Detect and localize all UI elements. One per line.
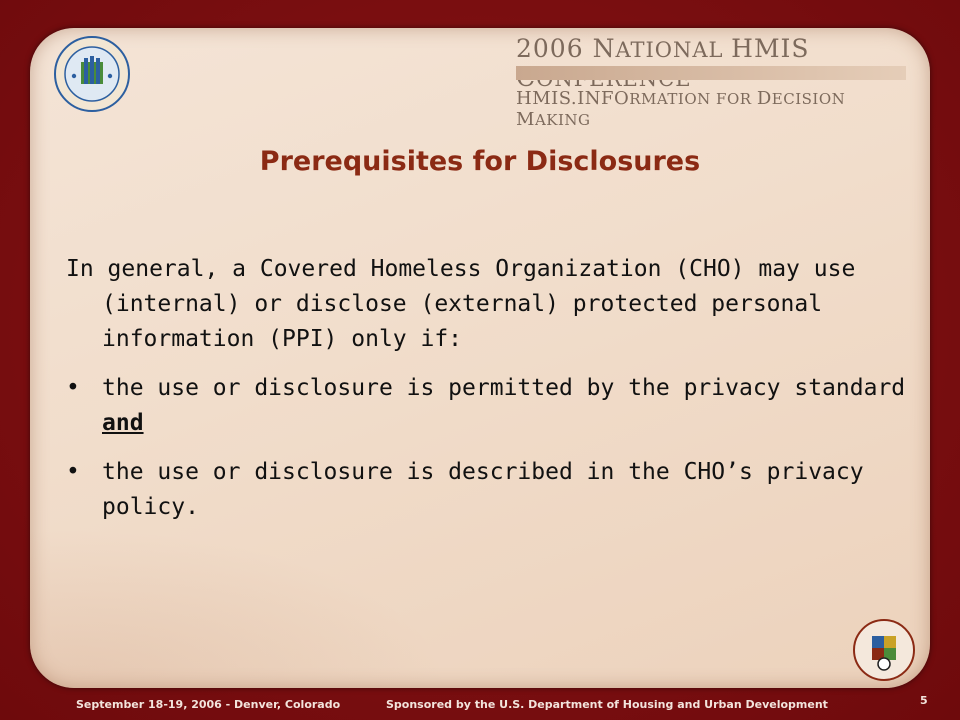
conference-rule <box>516 66 906 80</box>
bullet-item <box>66 455 916 525</box>
conference-logo-icon <box>852 618 916 682</box>
bullet-marker: • <box>66 459 80 485</box>
bullet-marker: • <box>66 375 80 401</box>
bullet-emphasis: and <box>102 410 144 436</box>
page-number: 5 <box>920 694 928 707</box>
hud-seal-icon <box>52 34 132 114</box>
conference-tagline <box>516 88 906 130</box>
conference-tagline-part: AKING <box>534 111 591 129</box>
slide-footer <box>0 694 960 716</box>
footer-date-location: September 18-19, 2006 - Denver, Colorado <box>76 698 341 711</box>
conference-tagline-part: M <box>516 109 535 130</box>
bullet-text: the use or disclosure is described in the CHO’s privacy policy. <box>102 459 864 520</box>
conference-title-part: 2006 N <box>516 34 616 63</box>
conference-tagline-part: RMATION FOR <box>629 90 757 108</box>
conference-tagline-part: D <box>756 88 772 109</box>
intro-paragraph: In general, a Covered Homeless Organization (CHO) may use (internal) or disclose (external) protected personal information (PPI) only if: <box>66 256 856 352</box>
bullet-item <box>66 371 916 441</box>
conference-title <box>516 34 906 92</box>
conference-title-part: HMIS <box>731 34 810 63</box>
conference-tagline-part: HMIS.INFO <box>516 88 630 109</box>
bullet-text: the use or disclosure is permitted by the privacy standard <box>102 375 906 401</box>
conference-title-part: ATIONAL <box>615 38 732 62</box>
conference-tagline-part: ECISION <box>771 90 846 108</box>
slide-body <box>66 252 916 539</box>
footer-sponsor: Sponsored by the U.S. Department of Housing and Urban Development <box>386 698 828 711</box>
slide-title: Prerequisites for Disclosures <box>259 146 701 177</box>
